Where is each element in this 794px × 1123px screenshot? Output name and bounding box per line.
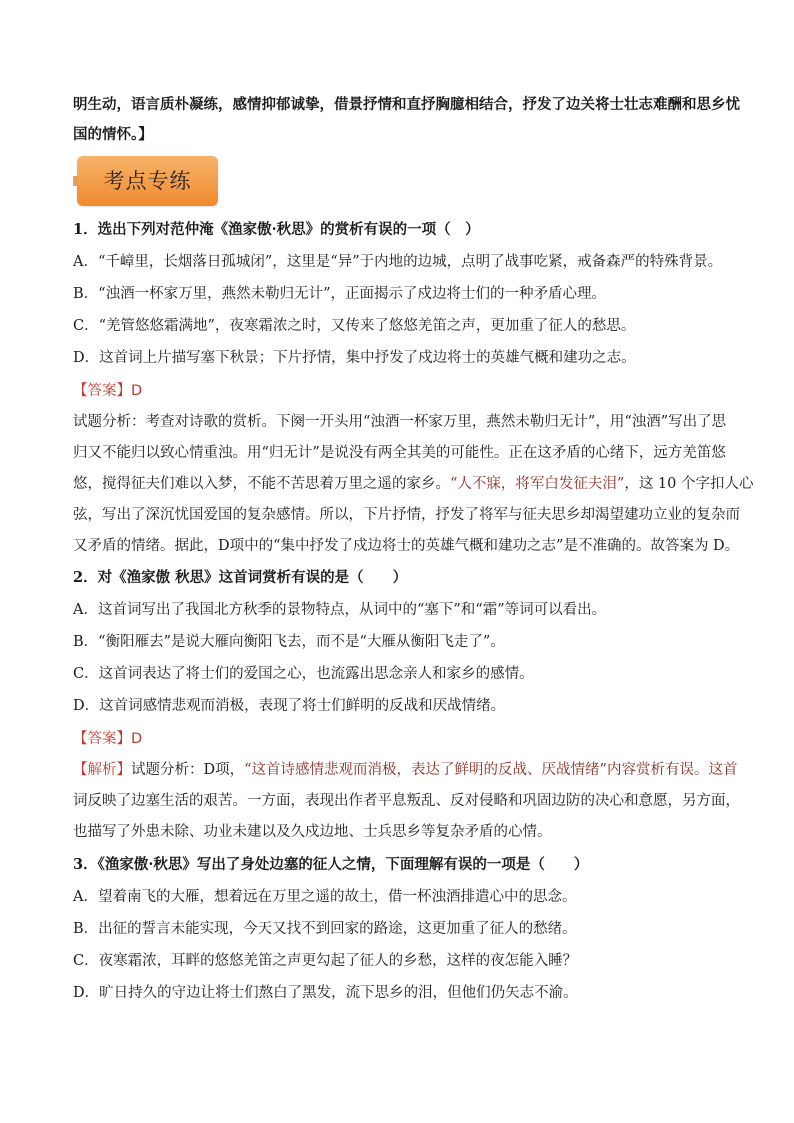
question-2-analysis-line-3: 也描写了外患未除、功业未建以及久戍边地、士兵思乡等复杂矛盾的心情。 bbox=[73, 824, 552, 840]
analysis-label: 【解析】 bbox=[73, 762, 131, 778]
answer-label: 【答案】 bbox=[73, 731, 131, 747]
question-1-stem: 1．选出下列对范仲淹《渔家傲·秋思》的赏析有误的一项（ ） bbox=[73, 221, 480, 238]
question-2-analysis-line-2: 词反映了边塞生活的艰苦。一方面，表现出作者平息叛乱、反对侵略和巩固边防的决心和意愿，另方面， bbox=[73, 793, 740, 809]
question-2-answer bbox=[73, 729, 733, 749]
question-1-analysis-line-5: 又矛盾的情绪。据此，D项中的“集中抒发了戍边将士的英雄气概和建功之志”是不准确的。故答案为 D。 bbox=[73, 538, 740, 554]
question-1-option-a: A．“千嶂里，长烟落日孤城闭”，这里是“异”于内地的边城，点明了战事吃紧，戒备森严的特殊背景。 bbox=[73, 254, 723, 270]
analysis-text: ，这 10 个字扣人心 bbox=[624, 476, 754, 492]
question-1-analysis-line-1: 试题分析：考查对诗歌的赏析。下阕一开头用“浊酒一杯家万里，燕然未勒归无计”，用“浊酒”写出了思 bbox=[73, 414, 727, 430]
question-3-option-b: B．出征的誓言未能实现，今天又找不到回家的路途，这更加重了征人的愁绪。 bbox=[73, 921, 577, 937]
question-2-option-d: D．这首词感情悲观而消极，表现了将士们鲜明的反战和厌战情绪。 bbox=[73, 698, 506, 714]
analysis-quote: “这首诗感情悲观而消极，表达了鲜明的反战、厌战情绪”内容赏析有误。这首 bbox=[244, 762, 738, 778]
question-3-option-d: D．旷日持久的守边让将士们熬白了黑发，流下思乡的泪，但他们仍矢志不渝。 bbox=[73, 985, 578, 1001]
question-3-option-a: A．望着南飞的大雁，想着远在万里之遥的故土，借一杯浊酒排遣心中的思念。 bbox=[73, 889, 577, 905]
badge-background bbox=[77, 156, 218, 206]
intro-line-2: 国的情怀。】 bbox=[73, 126, 153, 143]
question-1-option-d: D．这首词上片描写塞下秋景；下片抒情，集中抒发了戍边将士的英雄气概和建功之志。 bbox=[73, 350, 636, 366]
analysis-text: 试题分析：D项， bbox=[131, 762, 245, 778]
section-badge-label: 考点专练 bbox=[103, 169, 192, 193]
question-1-option-b: B．“浊酒一杯家万里，燕然未勒归无计”，正面揭示了戍边将士们的一种矛盾心理。 bbox=[73, 286, 606, 302]
intro-line-1: 明生动，语言质朴凝练，感情抑郁诚挚，借景抒情和直抒胸臆相结合，抒发了边关将士壮志难酬和思乡忧 bbox=[73, 96, 740, 113]
analysis-quote: “人不寐，将军白发征夫泪” bbox=[450, 476, 625, 492]
answer-value: D bbox=[131, 383, 143, 399]
question-2-option-a: A．这首词写出了我国北方秋季的景物特点，从词中的“塞下”和“霜”等词可以看出。 bbox=[73, 602, 607, 618]
answer-value: D bbox=[131, 731, 143, 747]
question-2-option-c: C．这首词表达了将士们的爱国之心，也流露出思念亲人和家乡的感情。 bbox=[73, 666, 534, 682]
question-2-analysis-line-1 bbox=[73, 760, 738, 780]
question-3-stem: 3．《渔家傲·秋思》写出了身处边塞的征人之情，下面理解有误的一项是（ ） bbox=[73, 856, 589, 873]
question-2-option-b: B．“衡阳雁去”是说大雁向衡阳飞去，而不是“大雁从衡阳飞走了”。 bbox=[73, 634, 505, 650]
question-1-answer bbox=[73, 381, 733, 401]
question-3-option-c: C．夜寒霜浓，耳畔的悠悠羌笛之声更勾起了征人的乡愁，这样的夜怎能入睡？ bbox=[73, 953, 578, 969]
analysis-text: 悠，搅得征夫们难以入梦，不能不苦思着万里之遥的家乡。 bbox=[73, 476, 450, 492]
question-1-option-c: C．“羌管悠悠霜满地”，夜寒霜浓之时，又传来了悠悠羌笛之声，更加重了征人的愁思。 bbox=[73, 318, 636, 334]
section-badge bbox=[73, 156, 218, 206]
question-1-analysis-line-2: 归又不能归以致心情重浊。用“归无计”是说没有两全其美的可能性。正在这矛盾的心绪下，远方羌笛悠 bbox=[73, 445, 726, 461]
question-1-analysis-line-3 bbox=[73, 474, 754, 494]
answer-label: 【答案】 bbox=[73, 383, 131, 399]
question-2-stem: 2．对《渔家傲 秋思》这首词赏析有误的是（ ） bbox=[73, 569, 408, 586]
question-1-analysis-line-4: 弦，写出了深沉忧国爱国的复杂感情。所以，下片抒情，抒发了将军与征夫思乡却渴望建功立业的复杂而 bbox=[73, 507, 740, 523]
